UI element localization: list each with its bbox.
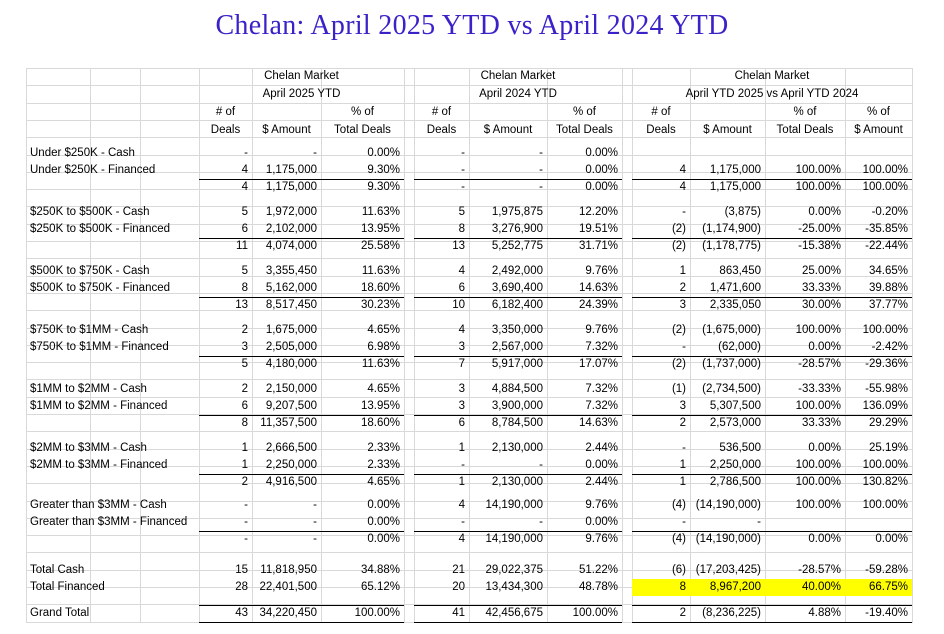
cell-value: - [313, 499, 317, 511]
cell-value: 4 [458, 499, 465, 511]
cell-value: 2,666,500 [265, 442, 317, 454]
cell-value: 2 [241, 476, 248, 488]
cell-value: (14,190,000) [695, 533, 761, 545]
cell-value: -55.98% [865, 383, 908, 395]
cell-value: 2,573,000 [709, 417, 761, 429]
cell-value: 9,207,500 [265, 400, 317, 412]
cell-value: 1,471,600 [709, 282, 761, 294]
cell-value: - [244, 516, 248, 528]
cell-value: 11.63% [361, 358, 400, 370]
cell-value: - [313, 147, 317, 159]
cell-value: - [539, 147, 543, 159]
cell-value: -59.28% [865, 564, 908, 576]
cell-value: 100.00% [572, 607, 618, 619]
cell-value: 2 [241, 383, 248, 395]
cell-value: 100.00% [862, 324, 908, 336]
cell-value: 8 [241, 417, 248, 429]
cell-value: 1,175,000 [709, 181, 761, 193]
row-label: $250K to $500K - Financed [30, 223, 171, 235]
cell-value: 2,102,000 [265, 223, 317, 235]
cell-value: 1,175,000 [265, 181, 317, 193]
cell-value: 43 [235, 607, 248, 619]
cell-value: 12.20% [578, 206, 618, 218]
cell-value: (2) [671, 358, 686, 370]
cell-value: 8,784,500 [491, 417, 543, 429]
cell-value: 7.32% [585, 341, 618, 353]
cell-value: 39.88% [868, 282, 908, 294]
cell-value: - [244, 499, 248, 511]
cell-value: 0.00% [875, 533, 908, 545]
cell-value: 2,786,500 [709, 476, 761, 488]
cell-value: - [461, 516, 465, 528]
cell-value: 5,252,775 [491, 240, 543, 252]
header-market-g1: Chelan Market [264, 70, 339, 82]
cell-value: 4 [679, 181, 686, 193]
cell-value: (2) [671, 240, 686, 252]
row-label: $500K to $750K - Cash [30, 265, 150, 277]
cell-value: 10 [452, 299, 465, 311]
cell-value: 4 [458, 324, 465, 336]
cell-value: 3 [458, 383, 465, 395]
row-label: $750K to $1MM - Financed [30, 341, 169, 353]
cell-value: 0.00% [367, 516, 400, 528]
cell-value: 0.00% [367, 533, 400, 545]
cell-value: 3,276,900 [491, 223, 543, 235]
row-label: Greater than $3MM - Financed [30, 516, 188, 528]
cell-value: 2,130,000 [491, 476, 543, 488]
cell-value: 11 [236, 240, 248, 252]
cell-value: 20 [452, 581, 465, 593]
cell-value: 4,916,500 [265, 476, 317, 488]
cell-value: 100.00% [862, 164, 908, 176]
row-label: Under $250K - Financed [30, 164, 156, 176]
cell-value: -28.57% [798, 564, 841, 576]
cell-value: 14,190,000 [485, 499, 543, 511]
cell-value: (8,236,225) [702, 607, 761, 619]
cell-value: 6,182,400 [491, 299, 543, 311]
cell-value: 15 [235, 564, 248, 576]
cell-value: (14,190,000) [695, 499, 761, 511]
cell-value: 4.65% [367, 476, 400, 488]
cell-value: 2 [679, 282, 686, 294]
cell-value: 51.22% [578, 564, 618, 576]
cell-value: 0.00% [585, 164, 618, 176]
cell-value: 5 [458, 206, 465, 218]
cell-value: 130.82% [862, 476, 908, 488]
cell-value: 19.51% [578, 223, 618, 235]
cell-value: 11.63% [361, 206, 400, 218]
cell-value: 2,335,050 [709, 299, 761, 311]
header-pct2-sub-g3: $ Amount [854, 124, 903, 136]
cell-value: - [461, 459, 465, 471]
cell-value: 2 [241, 324, 248, 336]
cell-value: (1,174,900) [702, 223, 761, 235]
row-label: $2MM to $3MM - Cash [30, 442, 147, 454]
cell-value: 65.12% [360, 581, 400, 593]
cell-value: 28 [235, 581, 248, 593]
header-deals-sub-g1: Deals [210, 124, 241, 136]
cell-value: 7 [458, 358, 465, 370]
cell-value: 4,074,000 [265, 240, 317, 252]
header-deals-sub-g2: Deals [426, 124, 457, 136]
header-deals-g1: # of [215, 106, 236, 118]
cell-value: (4) [671, 533, 686, 545]
cell-value: - [539, 516, 543, 528]
cell-value: - [539, 181, 543, 193]
cell-value: 4.88% [808, 607, 841, 619]
cell-value: 11,818,950 [260, 564, 317, 576]
header-market-g3: Chelan Market [734, 70, 810, 82]
cell-value: 9.30% [367, 181, 400, 193]
cell-value: 2,567,000 [491, 341, 543, 353]
cell-value: 0.00% [585, 147, 618, 159]
cell-value: 2,130,000 [491, 442, 543, 454]
cell-value: 100.00% [795, 400, 841, 412]
cell-value: 29.29% [868, 417, 908, 429]
cell-value: 100.00% [795, 324, 841, 336]
cell-value: 5 [241, 206, 248, 218]
cell-value: -33.33% [798, 383, 841, 395]
cell-value: (2) [671, 223, 686, 235]
cell-value: 8,517,450 [265, 299, 317, 311]
cell-value: 18.60% [360, 417, 400, 429]
cell-value: 3,900,000 [491, 400, 543, 412]
cell-value: 2,250,000 [709, 459, 761, 471]
cell-value: (62,000) [718, 341, 761, 353]
cell-value: 14,190,000 [485, 533, 543, 545]
cell-value: 0.00% [808, 442, 841, 454]
header-period-g1: April 2025 YTD [262, 88, 341, 100]
report-title: Chelan: April 2025 YTD vs April 2024 YTD [215, 10, 729, 41]
cell-value: -19.40% [865, 607, 908, 619]
cell-value: 100.00% [354, 607, 400, 619]
cell-value: 100.00% [862, 181, 908, 193]
cell-value: 8,967,200 [709, 581, 761, 593]
cell-value: 4,180,000 [265, 358, 317, 370]
cell-value: 3,355,450 [265, 265, 317, 277]
cell-value: 13.95% [360, 223, 400, 235]
cell-value: 30.00% [801, 299, 841, 311]
cell-value: 100.00% [862, 459, 908, 471]
cell-value: 100.00% [795, 476, 841, 488]
header-deals-g3: # of [651, 106, 671, 118]
cell-value: (4) [671, 499, 686, 511]
cell-value: -0.20% [871, 206, 908, 218]
cell-value: (2,734,500) [702, 383, 761, 395]
header-market-g2: Chelan Market [480, 70, 556, 82]
cell-value: 0.00% [585, 516, 618, 528]
header-period-g2: April 2024 YTD [479, 88, 557, 100]
cell-value: 2.44% [585, 476, 618, 488]
cell-value: 100.00% [795, 164, 841, 176]
cell-value: 863,450 [719, 265, 761, 277]
header-pct-g2: % of [572, 106, 596, 118]
cell-value: 3,690,400 [491, 282, 543, 294]
header-pct-g3: % of [793, 106, 817, 118]
cell-value: 100.00% [795, 459, 841, 471]
header-amount-g2: $ Amount [483, 124, 533, 136]
cell-value: 1,675,000 [265, 324, 317, 336]
row-label: $250K to $500K - Cash [30, 206, 150, 218]
cell-value: (2) [671, 324, 686, 336]
cell-value: 1 [679, 459, 686, 471]
cell-value: - [313, 533, 317, 545]
cell-value: 37.77% [868, 299, 908, 311]
cell-value: 9.76% [585, 265, 618, 277]
cell-value: 5,162,000 [265, 282, 317, 294]
cell-value: 30.23% [360, 299, 400, 311]
cell-value: 3 [458, 400, 465, 412]
row-label: $500K to $750K - Financed [30, 282, 171, 294]
cell-value: 41 [452, 607, 465, 619]
cell-value: 2,492,000 [491, 265, 543, 277]
cell-value: 25.19% [868, 442, 908, 454]
header-amount-g1: $ Amount [262, 124, 311, 136]
cell-value: 11.63% [361, 265, 400, 277]
cell-value: 5 [241, 358, 248, 370]
cell-value: 66.75% [868, 581, 908, 593]
header-amount-g3: $ Amount [703, 124, 752, 136]
cell-value: 6.98% [367, 341, 400, 353]
cell-value: -25.00% [798, 223, 841, 235]
cell-value: 13,434,300 [485, 581, 543, 593]
cell-value: 33.33% [801, 282, 841, 294]
cell-value: 0.00% [808, 206, 841, 218]
cell-value: - [244, 533, 248, 545]
header-deals-g2: # of [431, 106, 452, 118]
cell-value: 3,350,000 [491, 324, 543, 336]
cell-value: (1) [671, 383, 686, 395]
cell-value: 9.76% [585, 533, 618, 545]
cell-value: 136.09% [862, 400, 908, 412]
cell-value: (1,737,000) [702, 358, 761, 370]
cell-value: - [682, 442, 686, 454]
cell-value: - [682, 341, 686, 353]
cell-value: 2.33% [367, 459, 400, 471]
cell-value: 1,975,875 [491, 206, 543, 218]
row-label: Total Cash [30, 564, 85, 576]
cell-value: 1 [458, 476, 465, 488]
cell-value: - [461, 181, 465, 193]
cell-value: 14.63% [578, 417, 618, 429]
cell-value: 5,917,000 [491, 358, 543, 370]
cell-value: 100.00% [862, 499, 908, 511]
cell-value: 3 [241, 341, 248, 353]
cell-value: 42,456,675 [485, 607, 543, 619]
cell-value: - [682, 206, 686, 218]
cell-value: 17.07% [578, 358, 618, 370]
cell-value: 0.00% [808, 533, 841, 545]
row-label: $1MM to $2MM - Cash [30, 383, 147, 395]
cell-value: 3 [679, 299, 686, 311]
cell-value: 13 [235, 299, 248, 311]
cell-value: - [244, 147, 248, 159]
cell-value: 6 [241, 223, 248, 235]
cell-value: 8 [458, 223, 465, 235]
row-label: $2MM to $3MM - Financed [30, 459, 168, 471]
cell-value: 13.95% [360, 400, 400, 412]
cell-value: 18.60% [360, 282, 400, 294]
header-pct-sub-g1: Total Deals [334, 124, 391, 136]
cell-value: 9.30% [367, 164, 400, 176]
cell-value: 4.65% [367, 383, 400, 395]
cell-value: 11,357,500 [260, 417, 317, 429]
cell-value: -2.42% [871, 341, 908, 353]
cell-value: -29.36% [865, 358, 908, 370]
cell-value: 0.00% [808, 341, 841, 353]
cell-value: 34,220,450 [259, 607, 317, 619]
cell-value: 100.00% [795, 181, 841, 193]
header-pct2-g3: % of [866, 106, 890, 118]
cell-value: 2,505,000 [265, 341, 317, 353]
cell-value: 9.76% [585, 324, 618, 336]
header-deals-sub-g3: Deals [646, 124, 676, 136]
cell-value: 5 [241, 265, 248, 277]
cell-value: 29,022,375 [485, 564, 543, 576]
cell-value: (17,203,425) [695, 564, 761, 576]
cell-value: - [682, 516, 686, 528]
cell-value: 4.65% [367, 324, 400, 336]
cell-value: 0.00% [367, 147, 400, 159]
cell-value: 33.33% [801, 417, 841, 429]
cell-value: 34.88% [360, 564, 400, 576]
cell-value: 21 [452, 564, 465, 576]
cell-value: (1,675,000) [702, 324, 761, 336]
row-label: Under $250K - Cash [30, 147, 135, 159]
cell-value: - [539, 164, 543, 176]
row-label: Greater than $3MM - Cash [30, 499, 167, 511]
cell-value: 24.39% [578, 299, 618, 311]
cell-value: 8 [679, 581, 686, 593]
row-label: $1MM to $2MM - Financed [30, 400, 168, 412]
cell-value: -15.38% [798, 240, 841, 252]
cell-value: 6 [458, 417, 465, 429]
cell-value: (3,875) [724, 206, 761, 218]
cell-value: 22,401,500 [259, 581, 317, 593]
cell-value: 1 [241, 442, 248, 454]
cell-value: 4 [458, 265, 465, 277]
cell-value: 25.00% [801, 265, 841, 277]
cell-value: -22.44% [865, 240, 908, 252]
cell-value: 6 [458, 282, 465, 294]
cell-value: -28.57% [798, 358, 841, 370]
cell-value: 34.65% [868, 265, 908, 277]
cell-value: 4 [679, 164, 686, 176]
cell-value: 4 [241, 181, 248, 193]
cell-value: (6) [671, 564, 686, 576]
header-pct-g1: % of [350, 106, 374, 118]
cell-value: 14.63% [578, 282, 618, 294]
cell-value: 1,175,000 [265, 164, 317, 176]
cell-value: 4 [458, 533, 465, 545]
cell-value: 1,972,000 [265, 206, 317, 218]
cell-value: - [539, 459, 543, 471]
header-pct-sub-g3: Total Deals [776, 124, 834, 136]
cell-value: 40.00% [801, 581, 841, 593]
cell-value: 25.58% [360, 240, 400, 252]
cell-value: 7.32% [585, 400, 618, 412]
cell-value: 2,250,000 [265, 459, 317, 471]
cell-value: 1,175,000 [709, 164, 761, 176]
cell-value: - [461, 164, 465, 176]
cell-value: 1 [241, 459, 248, 471]
cell-value: (1,178,775) [702, 240, 761, 252]
cell-value: 4 [241, 164, 248, 176]
cell-value: 48.78% [578, 581, 618, 593]
cell-value: - [313, 516, 317, 528]
cell-value: 3 [679, 400, 686, 412]
cell-value: 9.76% [585, 499, 618, 511]
cell-value: 4,884,500 [491, 383, 543, 395]
cell-value: 7.32% [585, 383, 618, 395]
cell-value: 0.00% [367, 499, 400, 511]
cell-value: 1 [679, 476, 686, 488]
cell-value: 2 [679, 417, 686, 429]
cell-value: 536,500 [719, 442, 761, 454]
cell-value: 1 [458, 442, 465, 454]
cell-value: 2,150,000 [265, 383, 317, 395]
cell-value: 1 [679, 265, 686, 277]
cell-value: 2.33% [367, 442, 400, 454]
cell-value: 0.00% [585, 459, 618, 471]
cell-value: 2.44% [585, 442, 618, 454]
header-period-g3: April YTD 2025 vs April YTD 2024 [685, 88, 859, 100]
cell-value: -35.85% [865, 223, 908, 235]
cell-value: 2 [679, 607, 686, 619]
cell-value: 100.00% [795, 499, 841, 511]
cell-value: 0.00% [585, 181, 618, 193]
cell-value: - [461, 147, 465, 159]
cell-value: 13 [452, 240, 465, 252]
header-pct-sub-g2: Total Deals [556, 124, 613, 136]
cell-value: - [757, 516, 761, 528]
cell-value: 6 [241, 400, 248, 412]
row-label: Total Financed [30, 581, 105, 593]
cell-value: 3 [458, 341, 465, 353]
cell-value: 5,307,500 [709, 400, 761, 412]
row-label: $750K to $1MM - Cash [30, 324, 149, 336]
cell-value: 31.71% [578, 240, 618, 252]
row-label: Grand Total [30, 607, 90, 619]
cell-value: 8 [241, 282, 248, 294]
